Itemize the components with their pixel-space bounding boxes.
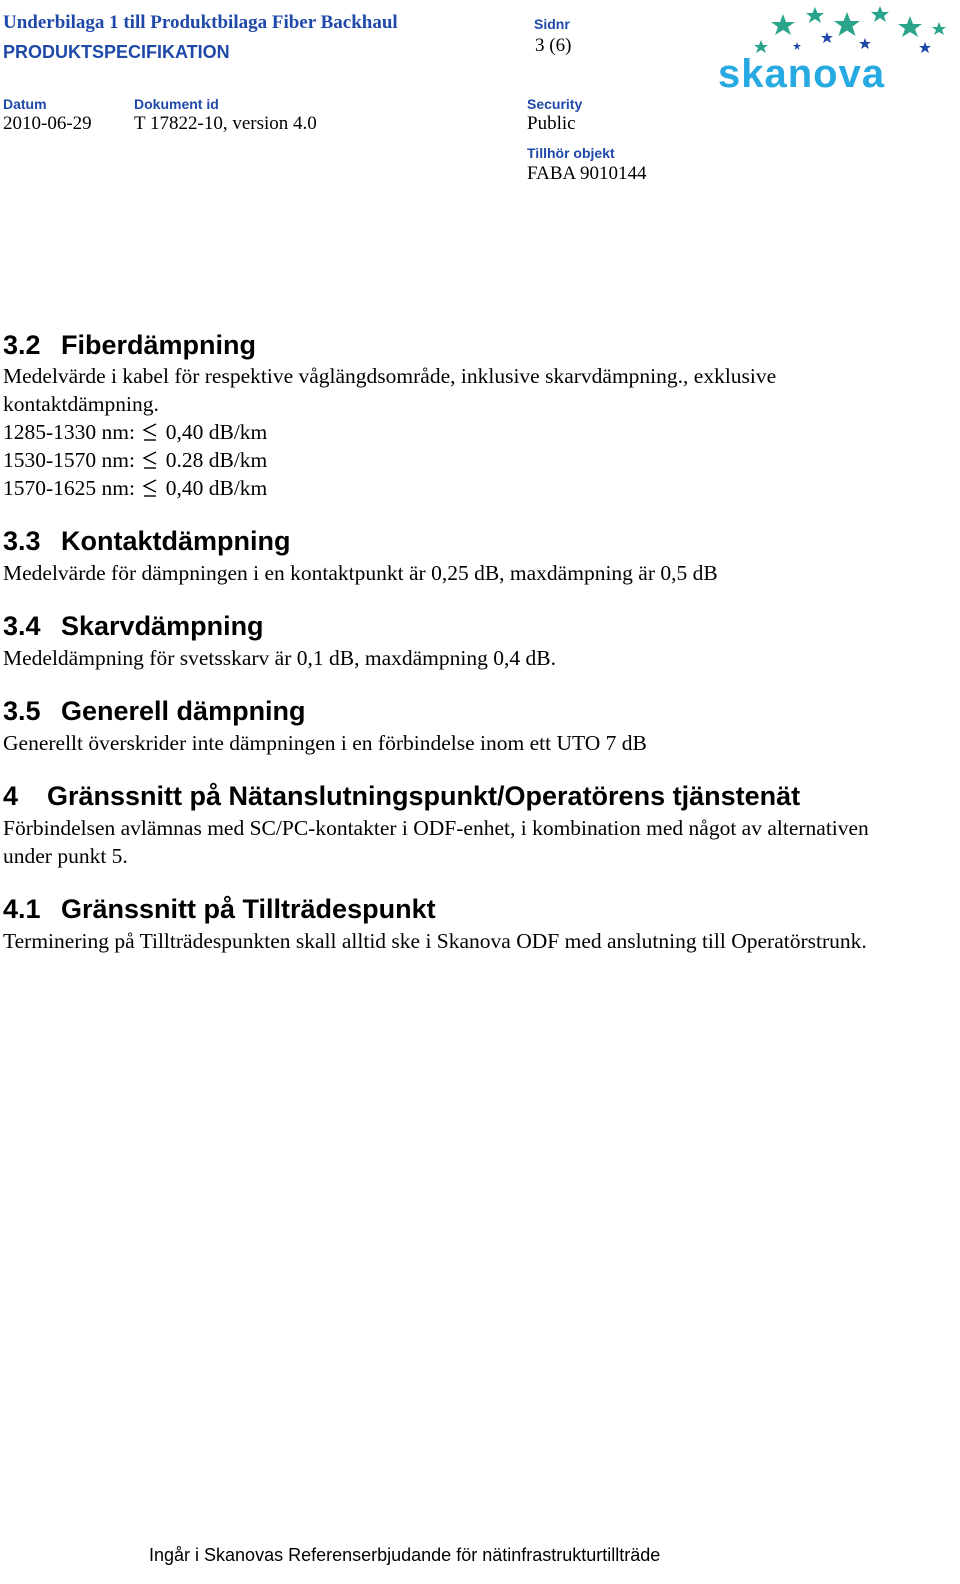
heading-number: 3.2 [3, 330, 41, 360]
paragraph-4-1: Terminering på Tillträdespunkten skall alltid ske i Skanova ODF med anslutning till Operatörstrunk. [3, 929, 867, 953]
heading-number: 4 [3, 781, 19, 811]
heading-number: 4.1 [3, 894, 41, 924]
tillhor-value: FABA 9010144 [527, 163, 647, 184]
paragraph-3-3: Medelvärde för dämpningen i en kontaktpunkt är 0,25 dB, maxdämpning är 0,5 dB [3, 561, 718, 585]
less-than-or-equal-icon [142, 421, 158, 441]
document-title: Underbilaga 1 till Produktbilaga Fiber Backhaul [3, 12, 398, 33]
heading-text: Gränssnitt på Tillträdespunkt [61, 894, 436, 924]
star-icon [859, 38, 871, 49]
heading-text: Gränssnitt på Nätanslutningspunkt/Operatörens tjänstenät [47, 781, 801, 811]
heading-number: 3.3 [3, 526, 41, 556]
footer-text: Ingår i Skanovas Referenserbjudande för nätinfrastrukturtillträde [149, 1545, 661, 1565]
heading-text: Skarvdämpning [61, 611, 264, 641]
heading-text: Fiberdämpning [61, 330, 256, 360]
security-label: Security [527, 96, 583, 112]
skanova-logo [715, 2, 955, 102]
heading-4-1 [3, 894, 436, 925]
star-icon [821, 32, 833, 43]
heading-number: 3.5 [3, 696, 41, 726]
star-icon [919, 42, 931, 53]
attenuation-value: 0.28 dB/km [165, 448, 268, 472]
heading-3-5 [3, 696, 306, 727]
star-icon [871, 6, 889, 22]
attenuation-line [3, 474, 267, 502]
heading-3-4 [3, 611, 264, 642]
attenuation-line [3, 446, 267, 474]
star-icon [771, 14, 795, 35]
heading-3-2 [3, 330, 256, 361]
star-icon [898, 16, 922, 37]
star-icon [793, 42, 801, 50]
heading-number: 3.4 [3, 611, 41, 641]
less-than-or-equal-icon [142, 477, 158, 497]
paragraph-4: Förbindelsen avlämnas med SC/PC-kontakter i ODF-enhet, i kombination med något av alternativen under punkt 5. [3, 816, 869, 868]
dokument-label: Dokument id [134, 96, 219, 112]
paragraph-3-2: Medelvärde i kabel för respektive våglängdsområde, inklusive skarvdämpning., exklusive kontaktdämpning. [3, 364, 777, 416]
attenuation-value: 0,40 dB/km [165, 420, 268, 444]
attenuation-line [3, 418, 267, 446]
heading-text: Generell dämpning [61, 696, 306, 726]
logo-wordmark: skanova [718, 52, 886, 96]
less-than-or-equal-icon [142, 449, 158, 469]
star-icon [806, 7, 824, 23]
paragraph-3-4: Medeldämpning för svetsskarv är 0,1 dB, maxdämpning 0,4 dB. [3, 646, 556, 670]
datum-value: 2010-06-29 [3, 113, 92, 134]
tillhor-label: Tillhör objekt [527, 145, 615, 161]
star-icon [834, 12, 860, 36]
attenuation-value: 0,40 dB/km [165, 476, 268, 500]
heading-text: Kontaktdämpning [61, 526, 291, 556]
wavelength-range: 1285-1330 nm: [3, 420, 135, 444]
wavelength-range: 1530-1570 nm: [3, 448, 135, 472]
sidnr-value: 3 (6) [535, 35, 572, 56]
star-icon [932, 22, 946, 35]
datum-label: Datum [3, 96, 47, 112]
document-subtitle: PRODUKTSPECIFIKATION [3, 42, 230, 62]
heading-4 [3, 781, 800, 812]
paragraph-3-5: Generellt överskrider inte dämpningen i en förbindelse inom ett UTO 7 dB [3, 731, 647, 755]
dokument-value: T 17822-10, version 4.0 [134, 113, 317, 134]
heading-3-3 [3, 526, 291, 557]
wavelength-range: 1570-1625 nm: [3, 476, 135, 500]
sidnr-label: Sidnr [534, 16, 570, 32]
security-value: Public [527, 113, 576, 134]
